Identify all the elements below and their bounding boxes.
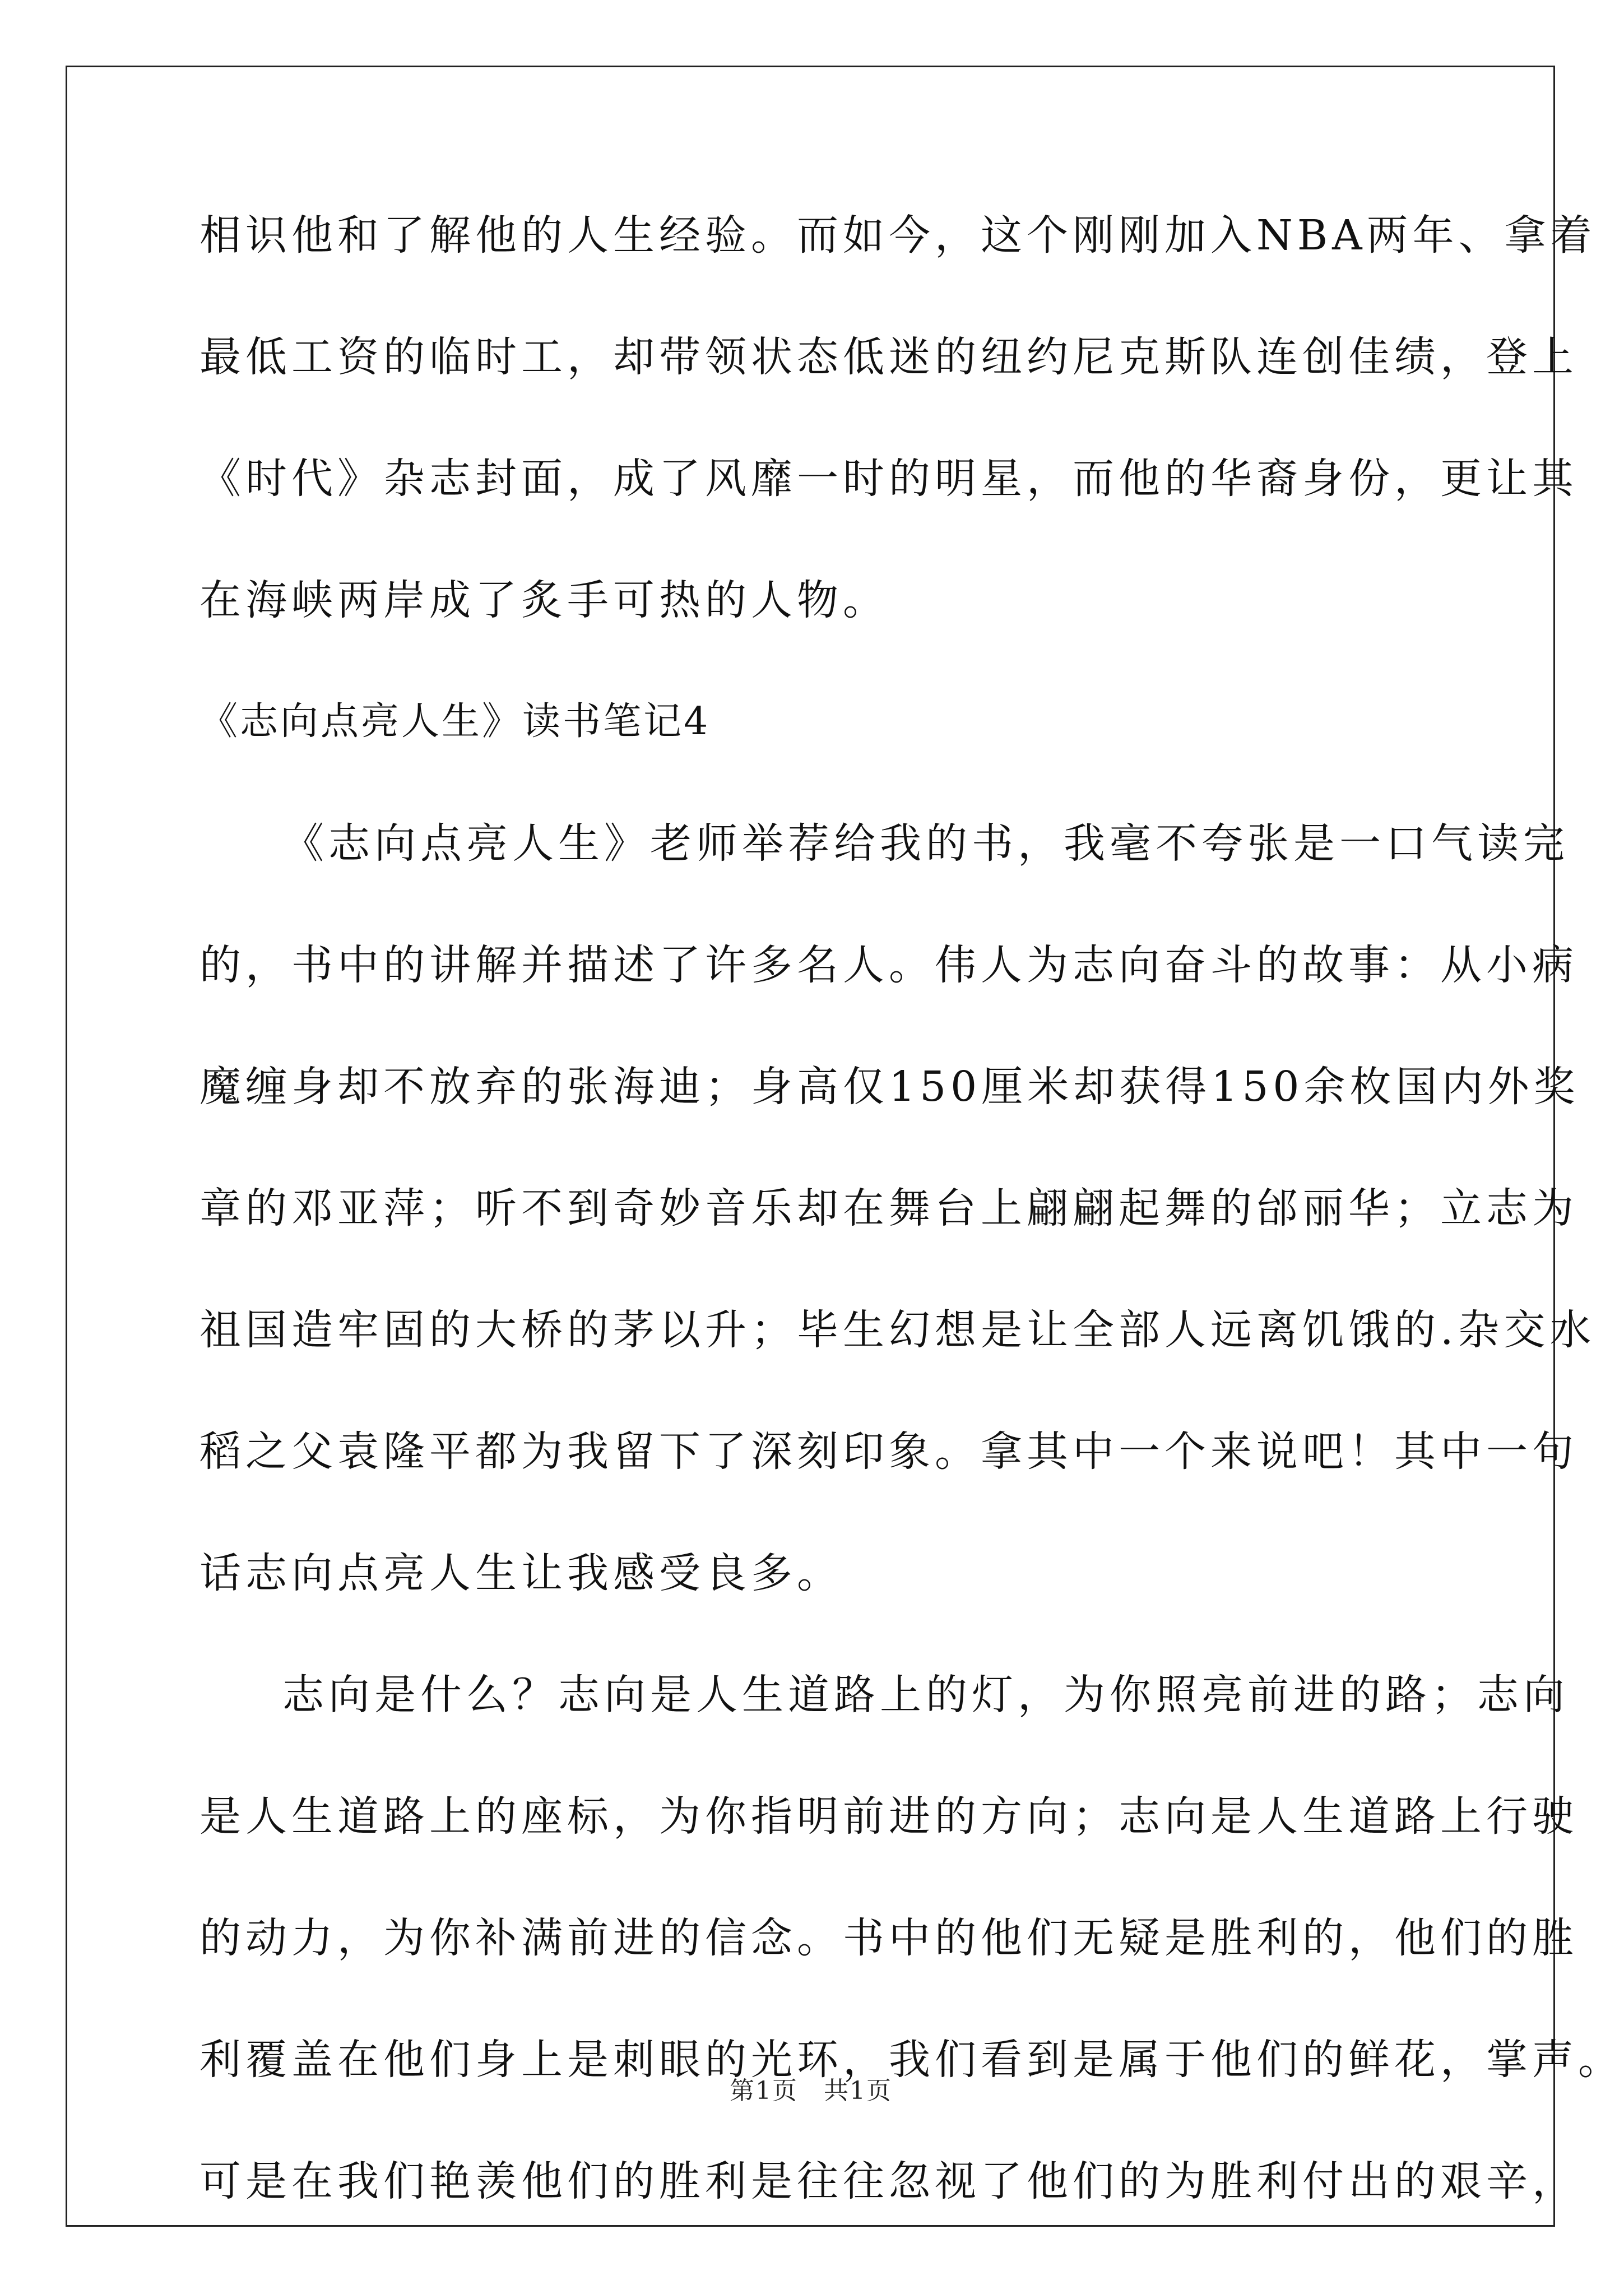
text-line: 相识他和了解他的人生经验。而如今，这个刚刚加入NBA两年、拿着 — [199, 211, 1597, 259]
document-body — [199, 211, 1624, 2281]
text-line: 是人生道路上的座标，为你指明前进的方向；志向是人生道路上行驶 — [199, 1792, 1578, 1841]
text-line: 魔缠身却不放弃的张海迪；身高仅150厘米却获得150余枚国内外奖 — [199, 1063, 1580, 1111]
page-footer: 第1页 共1页 — [730, 2077, 892, 2105]
text-line: 可是在我们艳羡他们的胜利是往往忽视了他们的为胜利付出的艰辛， — [199, 2157, 1578, 2205]
section-heading: 《志向点亮人生》读书笔记4 — [199, 699, 711, 744]
text-line: 稻之父袁隆平都为我留下了深刻印象。拿其中一个来说吧！其中一句 — [199, 1428, 1578, 1476]
text-line: 最低工资的临时工，却带领状态低迷的纽约尼克斯队连创佳绩，登上 — [199, 333, 1578, 381]
text-line: 的动力，为你补满前进的信念。书中的他们无疑是胜利的，他们的胜 — [199, 1914, 1578, 1962]
text-line: 祖国造牢固的大桥的茅以升；毕生幻想是让全部人远离饥饿的.杂交水 — [199, 1306, 1596, 1354]
text-line: 章的邓亚萍；听不到奇妙音乐却在舞台上翩翩起舞的邰丽华；立志为 — [199, 1184, 1578, 1232]
text-line: 在海峡两岸成了炙手可热的人物。 — [199, 576, 889, 624]
text-line: 话志向点亮人生让我感受良多。 — [199, 1549, 843, 1597]
text-line: 的，书中的讲解并描述了许多名人。伟人为志向奋斗的故事：从小病 — [199, 941, 1578, 989]
paragraph-start-line: 志向是什么？志向是人生道路上的灯，为你照亮前进的路；志向 — [282, 1671, 1569, 1719]
text-line: 《时代》杂志封面，成了风靡一时的明星，而他的华裔身份，更让其 — [199, 455, 1578, 503]
text-line: 利覆盖在他们身上是刺眼的光环，我们看到是属于他们的鲜花，掌声。 — [199, 2036, 1624, 2084]
paragraph-start-line: 《志向点亮人生》老师举荐给我的书，我毫不夸张是一口气读完 — [282, 819, 1569, 868]
